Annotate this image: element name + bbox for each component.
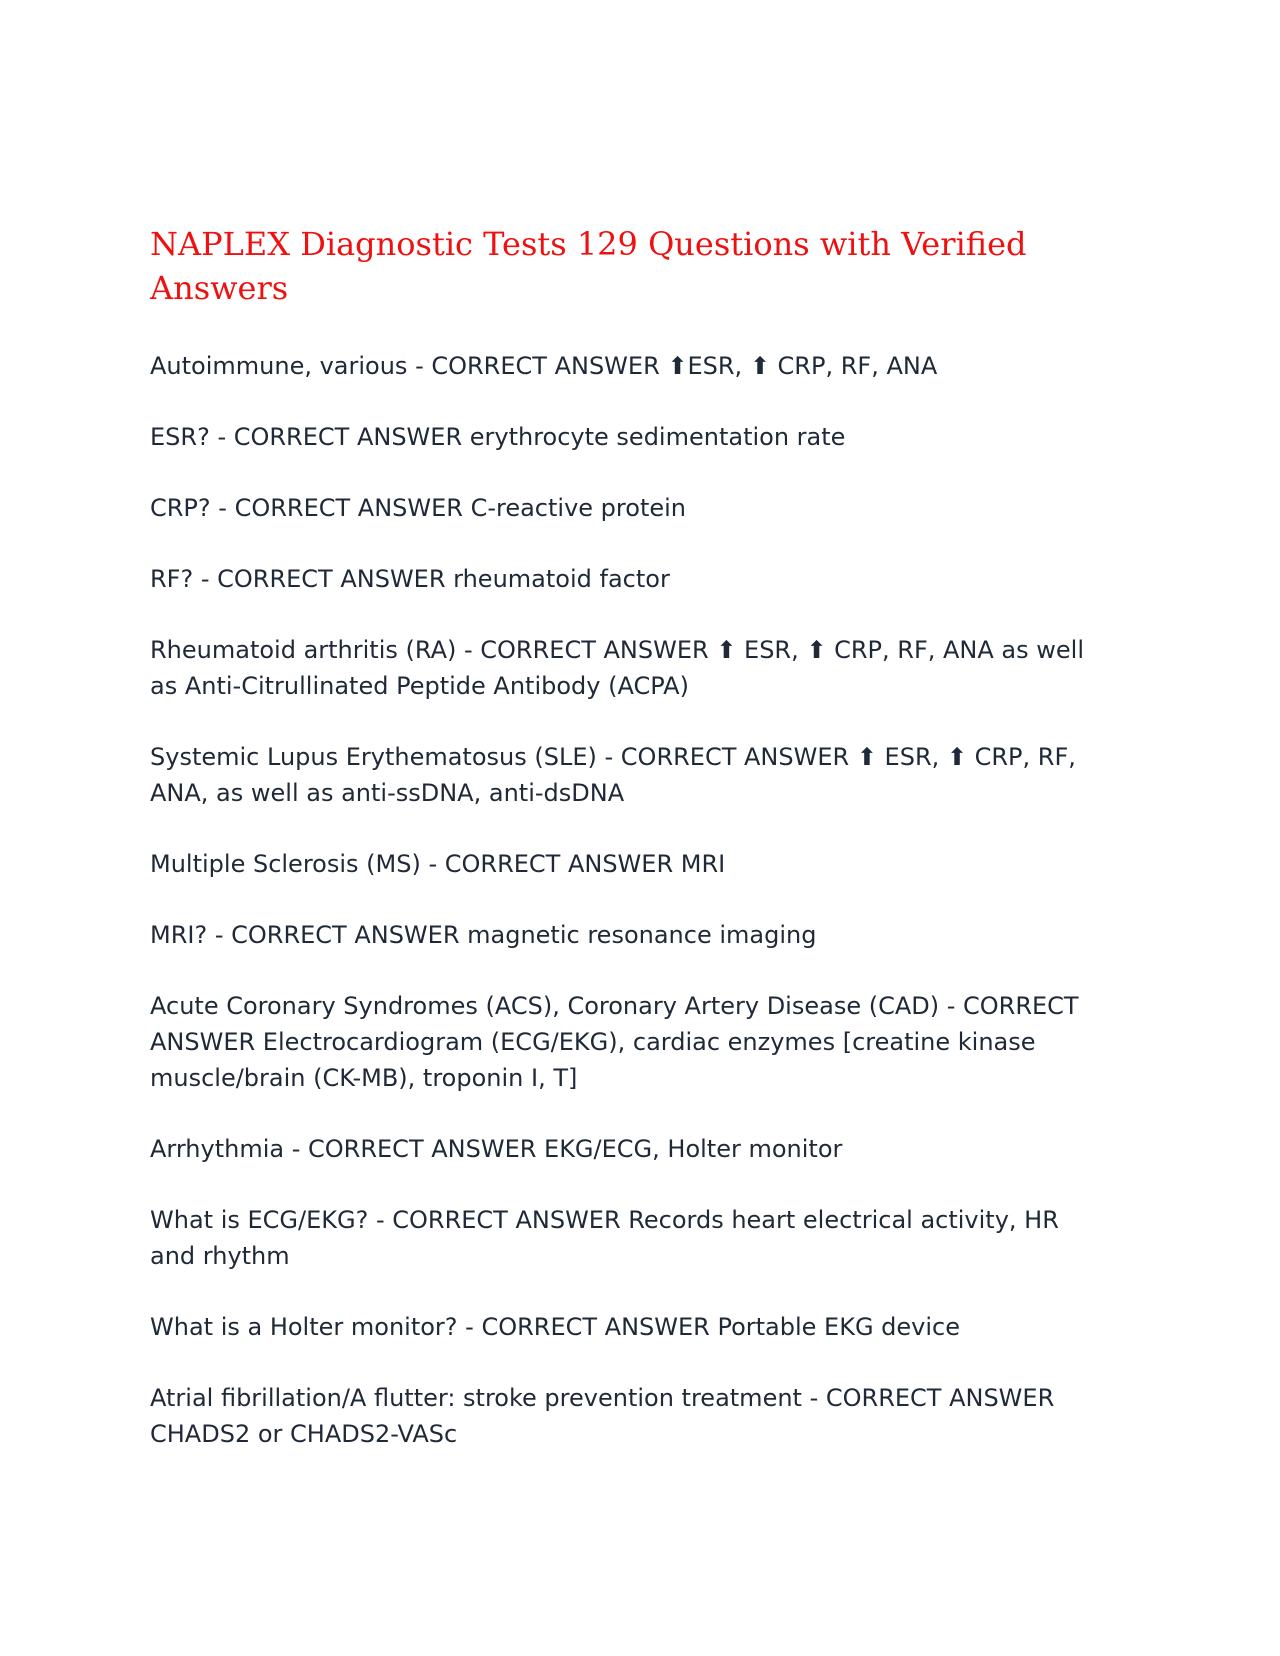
qa-item-mri: MRI? - CORRECT ANSWER magnetic resonance imaging (150, 921, 817, 949)
qa-item-arrhythmia: Arrhythmia - CORRECT ANSWER EKG/ECG, Holter monitor (150, 1135, 843, 1163)
qa-item-holter-monitor: What is a Holter monitor? - CORRECT ANSWER Portable EKG device (150, 1313, 961, 1341)
qa-item-crp: CRP? - CORRECT ANSWER C-reactive protein (150, 494, 686, 522)
qa-item-rf: RF? - CORRECT ANSWER rheumatoid factor (150, 565, 670, 593)
qa-item-esr: ESR? - CORRECT ANSWER erythrocyte sedimentation rate (150, 423, 846, 451)
qa-item-acs-cad: Acute Coronary Syndromes (ACS), Coronary Artery Disease (CAD) - CORRECT ANSWER Electrocardiogram (ECG/EKG), cardiac enzymes [creatine kinase muscle/brain (CK-MB), troponin I, T] (150, 992, 1079, 1092)
qa-item-rheumatoid-arthritis: Rheumatoid arthritis (RA) - CORRECT ANSWER ⬆ ESR, ⬆ CRP, RF, ANA as well as Anti-Citrullinated Peptide Antibody (ACPA) (150, 636, 1084, 700)
qa-item-sle: Systemic Lupus Erythematosus (SLE) - CORRECT ANSWER ⬆ ESR, ⬆ CRP, RF, ANA, as well as anti-ssDNA, anti-dsDNA (150, 743, 1076, 807)
document-content (150, 222, 1110, 1487)
qa-item-multiple-sclerosis: Multiple Sclerosis (MS) - CORRECT ANSWER MRI (150, 850, 726, 878)
document-title: NAPLEX Diagnostic Tests 129 Questions with Verified Answers (150, 225, 1027, 307)
qa-item-autoimmune: Autoimmune, various - CORRECT ANSWER ⬆ESR, ⬆ CRP, RF, ANA (150, 352, 938, 380)
qa-item-afib-stroke-prevention: Atrial fibrillation/A flutter: stroke prevention treatment - CORRECT ANSWER CHADS2 or CHADS2-VASc (150, 1384, 1055, 1448)
qa-item-ecg-ekg: What is ECG/EKG? - CORRECT ANSWER Records heart electrical activity, HR and rhythm (150, 1206, 1059, 1270)
